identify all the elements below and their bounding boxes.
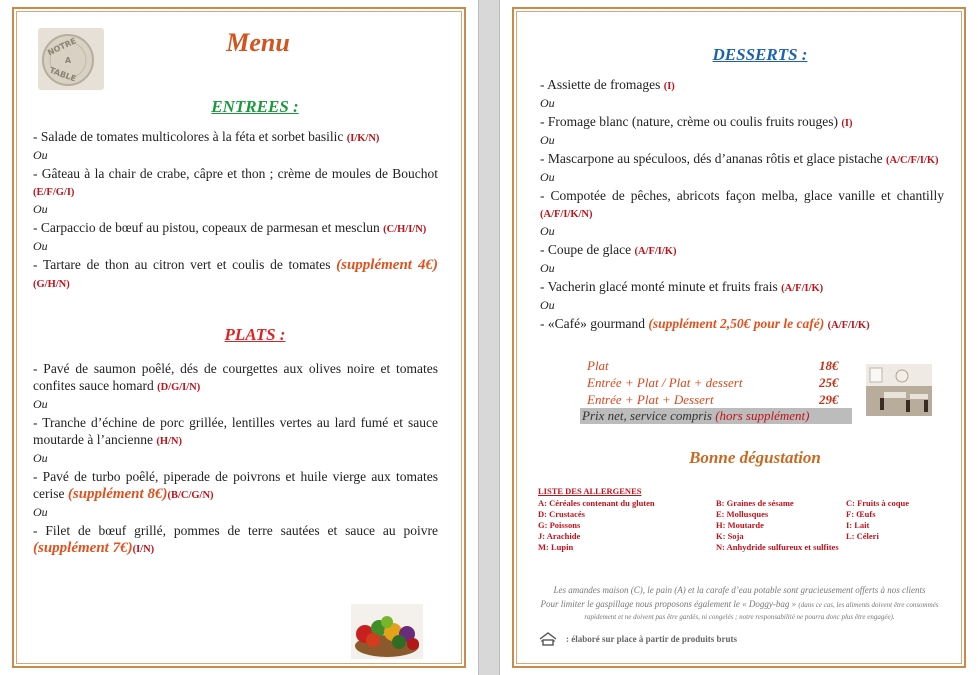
footer-note-offerts: Les amandes maison (C), le pain (A) et la carafe d’eau potable sont gracieusement offerts à nos clients (553, 585, 926, 595)
svg-text:A: A (64, 56, 72, 65)
plats-title: PLATS : (224, 325, 286, 344)
vegetable-basket-photo (351, 604, 423, 659)
desserts-list (540, 76, 944, 334)
item-allergens: (G/H/N) (33, 279, 70, 290)
menu-item (540, 278, 944, 297)
ou-separator: Ou (540, 96, 555, 110)
prix-net-note (580, 408, 852, 424)
fait-maison-text: : élaboré sur place à partir de produits bruts (566, 634, 738, 644)
dining-room-icon (866, 364, 932, 416)
svg-text:NOTRE: NOTRE (46, 36, 78, 58)
item-text: - Fromage blanc (nature, crème ou coulis fruits rouges) (540, 114, 842, 129)
menu-item (33, 128, 438, 147)
price-label: Plat (587, 358, 609, 373)
restaurant-interior-photo (866, 364, 932, 416)
item-text: - Mascarpone au spéculoos, dés d’ananas rôtis et glace pistache (540, 151, 886, 166)
item-text: - Vacherin glacé monté minute et fruits frais (540, 279, 782, 294)
menu-item (540, 150, 944, 169)
item-text: - Tranche d’échine de porc grillée, lentilles vertes au lard fumé et sauce moutarde à l’ancienne (33, 415, 438, 447)
allergen-entry: C: Fruits à coque (846, 498, 910, 508)
menu-item (33, 360, 438, 396)
item-supplement: (supplément 4€) (336, 257, 438, 273)
house-pot-icon (538, 631, 558, 647)
allergen-column-3 (846, 498, 909, 542)
menu-item (540, 76, 944, 95)
allergen-entry: I: Lait (846, 520, 870, 530)
item-allergens: (H/N) (156, 436, 182, 447)
allergen-list-title: LISTE DES ALLERGENES (538, 486, 642, 496)
item-allergens: (A/F/I/K) (781, 283, 824, 294)
item-allergens: (A/C/F/I/K) (886, 155, 939, 166)
allergen-entry: L: Céleri (846, 531, 879, 541)
item-allergens: (C/H/I/N) (383, 224, 427, 235)
page-gutter (478, 0, 500, 675)
prix-net-text: Prix net, service compris (582, 408, 716, 423)
menu-item (540, 241, 944, 260)
allergen-entry: M: Lupin (538, 542, 574, 552)
desserts-title: DESSERTS : (712, 45, 808, 64)
allergen-entry: N: Anhydride sulfureux et sulfites (716, 542, 839, 552)
allergen-entry: D: Crustacés (538, 509, 585, 519)
allergen-column-1 (538, 498, 655, 553)
menu-item (33, 219, 438, 238)
allergen-entry: K: Soja (716, 531, 744, 541)
doggy-bag-text: Pour limiter le gaspillage nous proposons également le « Doggy-bag » (540, 599, 799, 609)
item-text: - Filet de bœuf grillé, pommes de terre sautées et sauce au poivre (33, 523, 438, 538)
ou-separator: Ou (540, 298, 555, 312)
entrees-title: ENTREES : (211, 97, 299, 116)
item-text: - Compotée de pêches, abricots façon melba, glace vanille et chantilly (540, 188, 944, 203)
price-table (587, 358, 849, 409)
item-allergens: (A/F/I/K) (827, 320, 870, 331)
allergen-entry: B: Graines de sésame (716, 498, 794, 508)
menu-item (540, 315, 944, 334)
item-text: - Coupe de glace (540, 242, 635, 257)
fait-maison-legend (538, 631, 737, 647)
item-text: - Pavé de saumon poêlé, dés de courgettes aux olives noire et tomates confites sauce homard (33, 361, 438, 393)
item-allergens: (B/C/G/N) (167, 490, 214, 501)
price-row (587, 375, 849, 392)
menu-item (540, 113, 944, 132)
item-text: - Carpaccio de bœuf au pistou, copeaux de parmesan et mesclun (33, 220, 384, 235)
bonne-degustation: Bonne dégustation (689, 448, 821, 467)
menu-item (33, 468, 438, 504)
item-allergens: (A/F/I/K) (634, 246, 677, 257)
price-row (587, 358, 849, 375)
item-allergens: (E/F/G/I) (33, 187, 75, 198)
item-supplement: (supplément 8€) (67, 486, 168, 502)
ou-separator: Ou (33, 202, 48, 216)
ou-separator: Ou (540, 224, 555, 238)
doggy-bag-small-text: (dans ce cas, les aliments doivent être consommés (798, 601, 939, 609)
item-supplement: (supplément 7€) (33, 540, 133, 556)
price-value: 25€ (819, 375, 839, 390)
allergen-entry: F: Œufs (846, 509, 876, 519)
restaurant-logo (38, 28, 104, 90)
allergen-entry: J: Arachide (538, 531, 581, 541)
allergen-entry: A: Céréales contenant du gluten (538, 498, 655, 508)
item-allergens: (I) (841, 118, 853, 129)
item-text: - Assiette de fromages (540, 77, 664, 92)
allergen-column-2 (716, 498, 839, 553)
plats-list (33, 360, 438, 558)
item-text: - «Café» gourmand (540, 316, 649, 331)
footer-note-doggy-bag (522, 599, 957, 609)
item-text: - Salade de tomates multicolores à la féta et sorbet basilic (33, 129, 347, 144)
menu-item (33, 522, 438, 558)
price-value: 29€ (819, 392, 839, 407)
menu-item (33, 165, 438, 201)
ou-separator: Ou (540, 170, 555, 184)
price-row (587, 392, 849, 409)
menu-item (540, 187, 944, 223)
hors-supplement-text: (hors supplément) (715, 408, 810, 423)
ou-separator: Ou (33, 397, 48, 411)
menu-item (33, 256, 438, 293)
item-text: - Tartare de thon au citron vert et coulis de tomates (33, 257, 337, 272)
price-value: 18€ (819, 358, 839, 373)
item-text: - Gâteau à la chair de crabe, câpre et thon ; crème de moules de Bouchot (33, 166, 438, 181)
entrees-list (33, 128, 438, 293)
price-label: Entrée + Plat / Plat + dessert (587, 375, 743, 390)
menu-item (33, 414, 438, 450)
menu-title: Menu (226, 28, 290, 57)
svg-text:TABLE: TABLE (48, 65, 78, 84)
item-supplement: (supplément 2,50€ pour le café) (648, 316, 825, 331)
allergen-entry: G: Poissons (538, 520, 581, 530)
logo-seal-icon (38, 28, 104, 90)
vegetable-basket-icon (351, 604, 423, 659)
item-allergens: (I/N) (132, 544, 155, 555)
ou-separator: Ou (33, 239, 48, 253)
item-allergens: (I) (663, 81, 675, 92)
item-text: - Pavé de turbo poêlé, piperade de poivrons et huile vierge aux tomates cerise (33, 469, 438, 501)
ou-separator: Ou (33, 148, 48, 162)
allergen-entry: H: Moutarde (716, 520, 764, 530)
ou-separator: Ou (33, 505, 48, 519)
item-allergens: (A/F/I/K/N) (540, 209, 593, 220)
price-label: Entrée + Plat + Dessert (587, 392, 714, 407)
ou-separator: Ou (33, 451, 48, 465)
ou-separator: Ou (540, 133, 555, 147)
ou-separator: Ou (540, 261, 555, 275)
allergen-entry: E: Mollusques (716, 509, 769, 519)
item-allergens: (D/G/I/N) (157, 382, 201, 393)
footer-note-responsabilite: rapidement et ne doivent pas être gardés, ni congelés ; notre responsabilité ne pourra donc plus être engagée). (584, 613, 895, 621)
item-allergens: (I/K/N) (346, 133, 380, 144)
